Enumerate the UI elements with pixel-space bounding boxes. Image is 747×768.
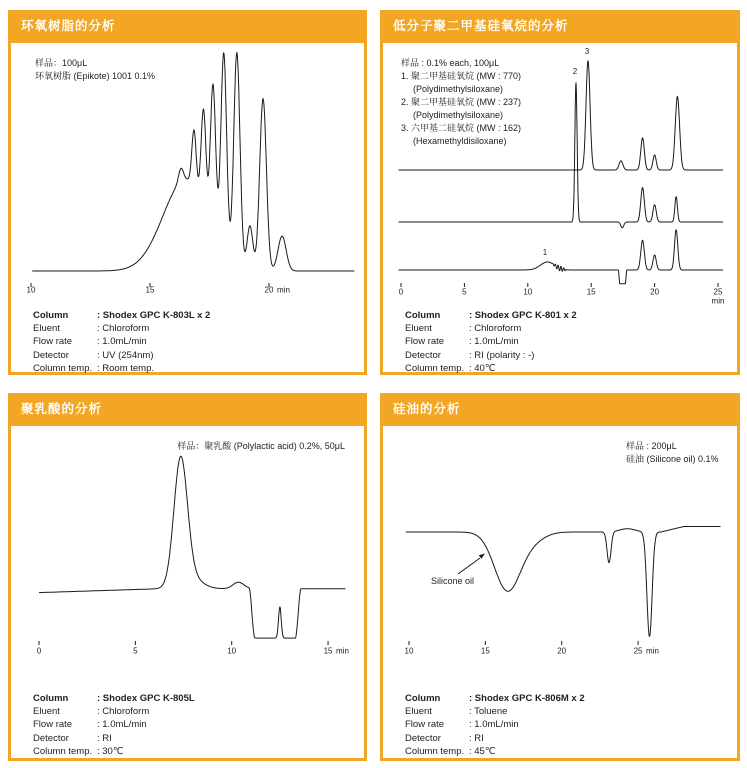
table-row: Flow rate : 1.0mL/min <box>405 336 519 348</box>
table-row: Eluent : Chloroform <box>33 323 150 335</box>
sample-line: 样品 : 200μL <box>626 441 677 451</box>
table-row: Detector : RI <box>33 732 112 744</box>
svg-text:0: 0 <box>398 287 404 297</box>
peak-label-3: 3 <box>584 47 590 56</box>
conditions-table <box>33 309 210 375</box>
table-row: Eluent : Chloroform <box>33 706 150 718</box>
table-row: Column : Shodex GPC K-803L x 2 <box>33 310 211 321</box>
panel-silicone-oil <box>380 393 740 761</box>
sample-line: (Polydimethylsiloxane) <box>413 84 504 94</box>
sample-line: (Hexamethyldisiloxane) <box>413 136 507 146</box>
svg-text:25: 25 <box>713 287 723 297</box>
table-row: Flow rate : 1.0mL/min <box>33 719 147 731</box>
svg-text:5: 5 <box>133 646 138 656</box>
svg-text:15: 15 <box>323 646 333 656</box>
sample-description <box>401 57 521 148</box>
table-row: Column : Shodex GPC K-805L <box>33 693 195 704</box>
table-row: Detector : RI (polarity : -) <box>405 349 535 361</box>
sample-description <box>35 57 155 83</box>
table-row: Column temp. : 45℃ <box>405 745 496 757</box>
sample-description <box>177 440 345 453</box>
peak-label-2: 2 <box>572 67 578 76</box>
conditions-table <box>33 692 195 758</box>
svg-text:min: min <box>277 285 290 295</box>
sample-line: 2. 聚二甲基硅氧烷 (MW : 237) <box>401 97 522 107</box>
svg-text:10: 10 <box>26 285 36 295</box>
svg-text:15: 15 <box>145 285 155 295</box>
panel-polylactic-acid <box>8 393 367 761</box>
svg-text:10: 10 <box>227 646 237 656</box>
sample-line: 样品：100μL <box>35 58 88 68</box>
table-row: Column temp. : 40℃ <box>405 362 496 374</box>
svg-text:min: min <box>646 646 659 656</box>
table-row: Flow rate : 1.0mL/min <box>33 336 147 348</box>
panel-title: 低分子聚二甲基硅氧烷的分析 <box>393 19 569 33</box>
table-row: Column temp. : 30℃ <box>33 745 124 757</box>
sample-line: (Polydimethylsiloxane) <box>413 110 504 120</box>
svg-text:min: min <box>711 296 725 306</box>
svg-text:20: 20 <box>557 646 567 656</box>
sample-line: 样品：聚乳酸 (Polylactic acid) 0.2%, 50μL <box>177 441 345 451</box>
table-row: Detector : RI <box>405 732 484 744</box>
panel-title: 硅油的分析 <box>393 402 461 416</box>
svg-text:0: 0 <box>36 646 42 656</box>
curve-label-silicone-oil: Silicone oil <box>431 576 475 586</box>
peak-label-1: 1 <box>542 248 548 257</box>
table-row: Column temp. : Room temp. <box>33 362 155 374</box>
svg-text:15: 15 <box>586 287 596 297</box>
sample-description <box>626 440 719 466</box>
table-row: Column : Shodex GPC K-801 x 2 <box>405 310 577 321</box>
silicone-oil-arrow-icon <box>458 554 485 575</box>
panel-title: 环氧树脂的分析 <box>21 19 116 33</box>
table-row: Eluent : Toluene <box>405 706 508 718</box>
table-row: Column : Shodex GPC K-806M x 2 <box>405 693 585 704</box>
sample-line: 1. 聚二甲基硅氧烷 (MW : 770) <box>401 71 522 81</box>
sample-line: 样品 : 0.1% each, 100μL <box>401 58 500 68</box>
svg-text:20: 20 <box>264 285 274 295</box>
conditions-table <box>405 309 577 375</box>
table-row: Detector : UV (254nm) <box>33 349 154 361</box>
panel-title: 聚乳酸的分析 <box>21 402 103 416</box>
sample-line: 环氧树脂 (Epikote) 1001 0.1% <box>35 71 156 81</box>
table-row: Flow rate : 1.0mL/min <box>405 719 519 731</box>
svg-text:min: min <box>336 646 349 656</box>
svg-text:10: 10 <box>523 287 533 297</box>
sample-line: 3. 六甲基二硅氧烷 (MW : 162) <box>401 123 522 133</box>
sample-line: 硅油 (Silicone oil) 0.1% <box>626 454 719 464</box>
svg-text:5: 5 <box>462 287 467 297</box>
table-row: Eluent : Chloroform <box>405 323 522 335</box>
panel-epoxy-resin <box>8 10 367 375</box>
svg-text:20: 20 <box>650 287 660 297</box>
svg-text:25: 25 <box>633 646 643 656</box>
svg-text:15: 15 <box>480 646 490 656</box>
conditions-table <box>405 692 585 758</box>
svg-text:10: 10 <box>404 646 414 656</box>
panel-polydimethylsiloxane <box>380 10 740 375</box>
